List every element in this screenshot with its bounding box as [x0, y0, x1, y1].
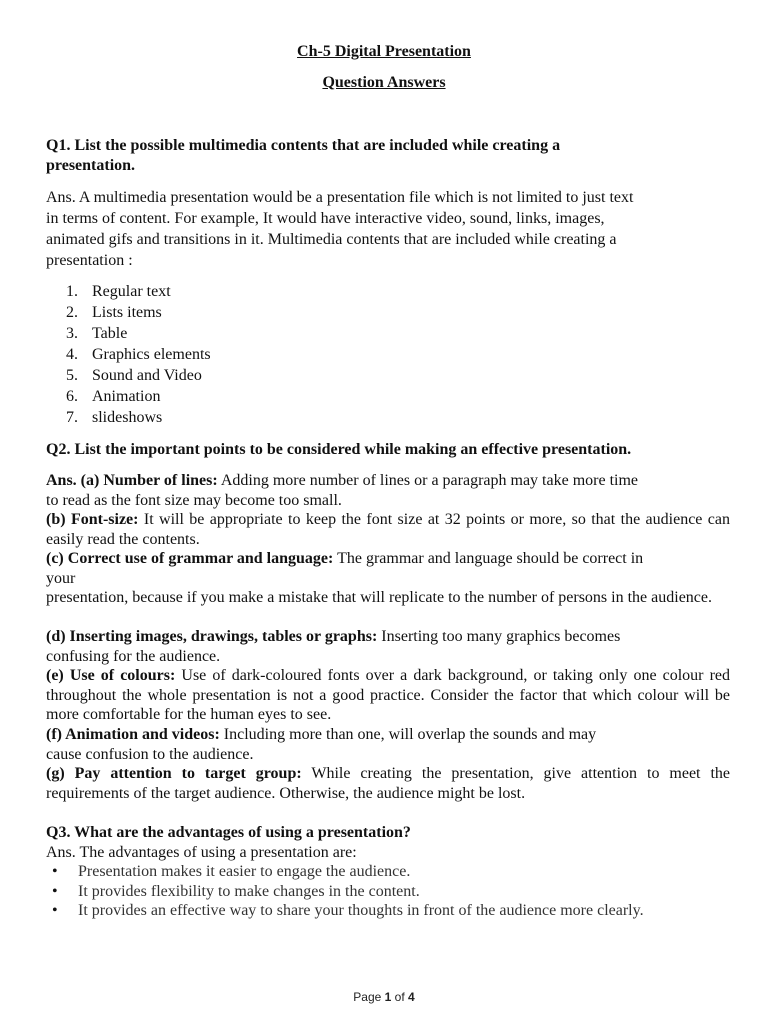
point-d-text: confusing for the audience.	[46, 647, 221, 665]
answer-1	[46, 187, 730, 271]
point-a-label: Ans. (a) Number of lines:	[46, 472, 218, 489]
point-d-label: (d) Inserting images, drawings, tables or graphs:	[46, 628, 378, 645]
question-1-line: Q1. List the possible multimedia contents that are included while creating a	[46, 137, 561, 154]
list-item-number: 7.	[66, 409, 78, 426]
point-e-label: (e) Use of colours:	[46, 667, 176, 684]
point-f-text: cause confusion to the audience.	[46, 745, 254, 763]
list-item-text: It provides an effective way to share your thoughts in front of the audience more clearly.	[78, 902, 644, 919]
list-item-number: 5.	[66, 367, 78, 384]
list-item	[46, 882, 730, 902]
point-c-label: (c) Correct use of grammar and language:	[46, 550, 334, 567]
point-e	[46, 666, 730, 725]
point-c-text: your	[46, 569, 76, 587]
list-item	[66, 365, 366, 386]
point-f-label: (f) Animation and videos:	[46, 726, 220, 743]
answer-1-line: Ans. A multimedia presentation would be a presentation file which is not limited to just text	[46, 189, 634, 206]
answer-1-line: animated gifs and transitions in it. Multimedia contents that are included while creating a	[46, 231, 617, 248]
list-item-text: Table	[92, 325, 128, 342]
point-d	[46, 627, 730, 666]
point-c	[46, 549, 730, 608]
page-word: Page	[353, 990, 382, 1004]
point-b-label: (b) Font-size:	[46, 511, 139, 528]
multimedia-content-list	[66, 281, 366, 428]
question-1	[46, 136, 730, 176]
list-item-number: 6.	[66, 388, 78, 405]
list-item-number: 3.	[66, 325, 78, 342]
page-footer	[0, 990, 768, 1004]
answer-1-line: presentation :	[46, 252, 133, 269]
answer-1-line: in terms of content. For example, It would have interactive video, sound, links, images,	[46, 210, 605, 227]
point-g	[46, 764, 730, 803]
question-3: Q3. What are the advantages of using a presentation?	[46, 824, 411, 841]
answer-3: Ans. The advantages of using a presentation are:	[46, 844, 357, 861]
point-b	[46, 510, 730, 549]
point-a	[46, 471, 730, 510]
list-item	[66, 344, 366, 365]
list-item-text: Graphics elements	[92, 346, 211, 363]
list-item	[46, 862, 730, 882]
list-item-text: Regular text	[92, 283, 171, 300]
point-f-text: Including more than one, will overlap the sounds and may	[219, 726, 597, 743]
list-item	[46, 901, 730, 921]
list-item-number: 2.	[66, 304, 78, 321]
point-c-text: The grammar and language should be correct in	[333, 550, 644, 567]
question-2: Q2. List the important points to be considered while making an effective presentation.	[46, 441, 632, 458]
list-item	[66, 386, 366, 407]
point-e-text: Use of dark-coloured fonts over a dark background, or taking only one colour red throughout the whole presentation is not a good practice. Consider the factor that which colour will be more comfortable for the human eyes to see.	[46, 667, 731, 723]
list-item	[66, 302, 366, 323]
list-item-text: Animation	[92, 388, 161, 405]
document-subtitle: Question Answers	[322, 74, 446, 91]
point-g-label: (g) Pay attention to target group:	[46, 765, 302, 782]
bullet-icon: •	[52, 863, 58, 880]
list-item-number: 1.	[66, 283, 78, 300]
advantages-list	[46, 862, 730, 921]
point-f	[46, 725, 730, 764]
list-item-text: Sound and Video	[92, 367, 202, 384]
bullet-icon: •	[52, 902, 58, 919]
list-item-number: 4.	[66, 346, 78, 363]
total-pages-number: 4	[408, 990, 415, 1004]
point-a-text: to read as the font size may become too small.	[46, 491, 342, 509]
list-item	[66, 407, 366, 428]
of-word: of	[394, 990, 405, 1004]
point-d-text: Inserting too many graphics becomes	[377, 628, 621, 645]
current-page-number: 1	[384, 990, 392, 1004]
point-c-text: presentation, because if you make a mistake that will replicate to the number of persons in the audience.	[46, 589, 712, 606]
document-title: Ch-5 Digital Presentation	[297, 43, 471, 60]
list-item-text: Lists items	[92, 304, 162, 321]
list-item-text: Presentation makes it easier to engage the audience.	[78, 863, 411, 880]
point-g-text: While creating the presentation, give attention to meet the requirements of the target audience. Otherwise, the audience might be lost.	[46, 765, 731, 802]
list-item	[66, 281, 366, 302]
bullet-icon: •	[52, 882, 58, 900]
point-b-text: It will be appropriate to keep the font size at 32 points or more, so that the audience can easily read the contents.	[46, 511, 730, 548]
point-a-text: Adding more number of lines or a paragraph may take more time	[217, 472, 639, 489]
list-item-text: It provides flexibility to make changes in the content.	[78, 882, 420, 900]
list-item	[66, 323, 366, 344]
list-item-text: slideshows	[92, 409, 163, 426]
question-1-line: presentation.	[46, 157, 136, 174]
